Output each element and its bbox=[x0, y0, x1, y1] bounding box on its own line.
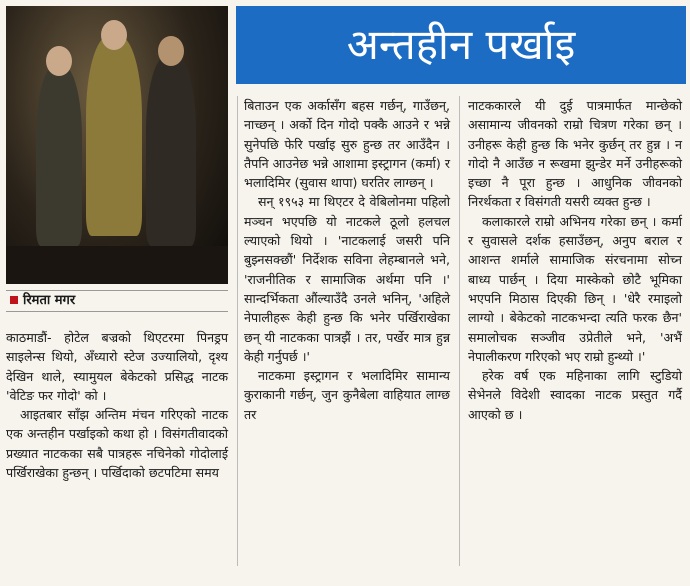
paragraph: काठमाडौं- होटेल बज्रको थिएटरमा पिनड्रप साइलेन्स थियो, अँध्यारो स्टेज उज्यालियो, दृश्य देखिन थाले, स्यामुयल बेकेटको प्रसिद्ध नाटक 'वेटिङ फर गोदो' को । bbox=[6, 330, 228, 403]
actor-head bbox=[101, 20, 127, 50]
stage-floor bbox=[6, 246, 228, 284]
byline bbox=[6, 290, 228, 312]
article-photo bbox=[6, 6, 228, 284]
article-column-2 bbox=[244, 96, 450, 424]
actor-head bbox=[46, 46, 72, 76]
paragraph: नाटकमा इस्ट्रागन र भलादिमिर सामान्य कुराकानी गर्छन्, जुन कुनैबेला वाहियात लाग्छ तर bbox=[244, 368, 450, 422]
byline-square-icon bbox=[10, 296, 18, 304]
paragraph: कलाकारले राम्रो अभिनय गरेका छन् । कर्मा र सुवासले दर्शक हसाउँछन्, अनुप बराल र आशन्त शर्माले सामाजिक संरचनामा सोच्न बाध्य पार्छन् । दिया मास्केको छोटै भूमिका भएपनि मिठास दिएकी छिन् । 'धेरै रमाइलो लाग्यो । बेकेटको नाटकभन्दा त्यति फरक छैन' समालोचक सञ्जीव उप्रेतीले भने, 'अभैं नेपालीकरण गरिएको भए राम्रो हुन्थ्यो ।' bbox=[468, 213, 682, 364]
paragraph: हरेक वर्ष एक महिनाका लागि स्टुडियो सेभेनले विदेशी स्वादका नाटक प्रस्तुत गर्दै आएको छ । bbox=[468, 368, 682, 422]
article-column-1 bbox=[6, 328, 228, 482]
paragraph: नाटककारले यी दुई पात्रमार्फत मान्छेको असामान्य जीवनको राम्रो चित्रण गरेका छन् । उनीहरू केही हुन्छ कि भनेर कुर्छन् तर हुन्न । न गोदो नै आउँछ न रूखमा झुन्डेर मर्ने उनीहरूको इच्छा नै पूरा हुन्छ । आधुनिक जीवनको निरर्थकता र विसंगती यसरी व्यक्त हुन्छ । bbox=[468, 98, 682, 210]
paragraph: आइतबार साँझ अन्तिम मंचन गरिएको नाटक एक अन्तहीन पर्खाइको कथा हो । विसंगतीवादको प्रख्यात नाटकका सबै पात्रहरू नचिनेको गोदोलाई पर्खिराखेका हुन्छन् । पर्खिदाको छटपटिमा समय bbox=[6, 407, 228, 481]
actor-figure bbox=[86, 36, 142, 236]
actor-head bbox=[158, 36, 184, 66]
column-divider bbox=[459, 96, 460, 566]
actor-figure bbox=[36, 66, 82, 246]
article-title: अन्तहीन पर्खाइ bbox=[236, 6, 686, 84]
paragraph: बिताउन एक अर्कासँग बहस गर्छन्, गाउँछन्, नाच्छन् । अर्को दिन गोदो पक्कै आउने र भन्ने सुनेपछि फेरि पर्खाइ सुरु हुन्छ तर आउँदैन । तैपनि आउनेछ भन्ने आशामा इस्ट्रागन (कर्मा) र भलादिमिर (सुवास थापा) घरतिर लाग्छन् । bbox=[244, 98, 450, 191]
byline-author: रिमता मगर bbox=[23, 293, 76, 308]
paragraph: सन् १९५३ मा थिएटर दे वेबिलोनमा पहिलो मञ्चन भएपछि यो नाटकले ठूलो हलचल ल्याएको थियो । 'नाटकलाई जसरी पनि बुझ्नसक्छौं' निर्देशक सविना लेहम्बानले भने, 'राजनीतिक र सामाजिक अर्थमा पनि ।' सान्दर्भिकता औंल्याउँदै उनले भनिन्, 'अहिले नेपालीहरू केही हुन्छ कि भनेर पर्खिराखेका छन् यी नाटकका पात्रझैं । तर, पर्खेर मात्र हुन्न केही गर्नुपर्छ ।' bbox=[244, 194, 450, 364]
column-divider bbox=[237, 96, 238, 566]
actor-figure bbox=[146, 56, 196, 246]
article-column-3 bbox=[468, 96, 682, 424]
